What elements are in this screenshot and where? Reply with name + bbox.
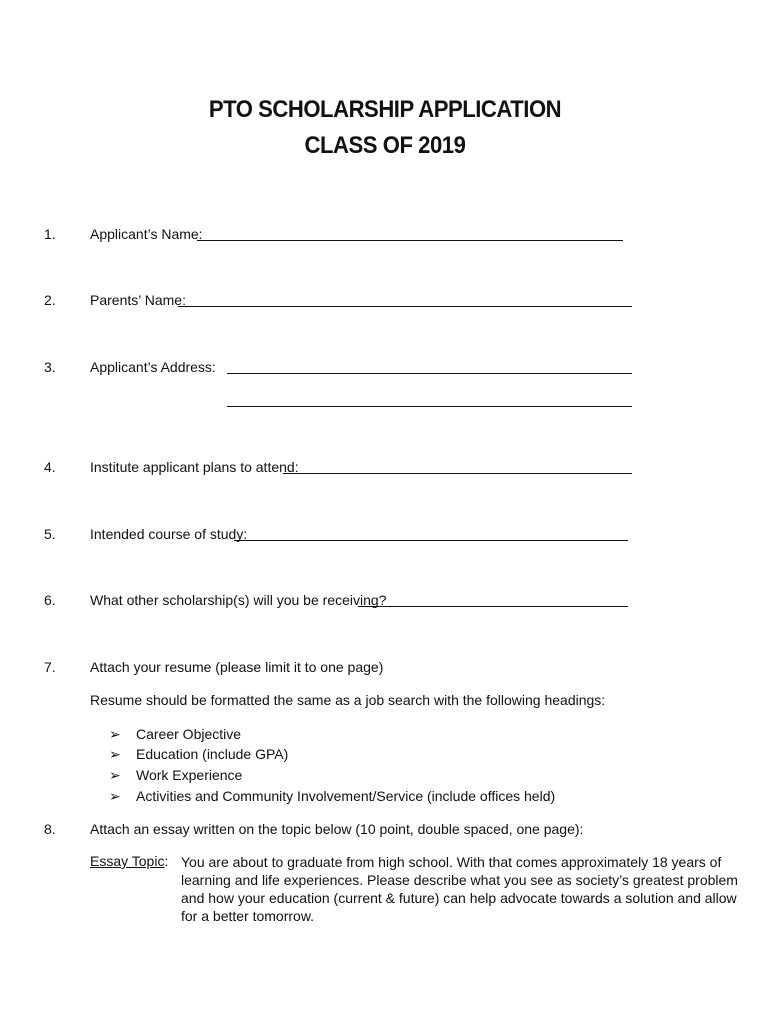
essay-topic-label-text: Essay Topic	[90, 853, 165, 869]
resume-heading-item: Activities and Community Involvement/Service (include offices held)	[136, 788, 556, 804]
form-title-line2: CLASS OF 2019	[304, 132, 466, 159]
item-3-label: Applicant’s Address:	[90, 359, 216, 375]
resume-heading-item: Career Objective	[136, 726, 242, 742]
course-of-study-field[interactable]	[234, 540, 628, 541]
item-5-label: Intended course of study:	[90, 526, 248, 542]
item-6-label: What other scholarship(s) will you be receiving?	[90, 592, 387, 608]
address-line-2-field[interactable]	[227, 406, 632, 407]
form-title-line1: PTO SCHOLARSHIP APPLICATION	[208, 96, 562, 123]
item-2-label: Parents’ Name:	[90, 292, 186, 308]
institute-field[interactable]	[283, 473, 632, 474]
bullet-arrow-icon: ➢	[109, 767, 121, 783]
other-scholarships-field[interactable]	[358, 606, 628, 607]
item-3-number: 3.	[44, 359, 56, 375]
applicant-name-field[interactable]	[197, 240, 623, 241]
bullet-arrow-icon: ➢	[109, 788, 121, 804]
item-8-number: 8.	[44, 821, 56, 837]
address-line-1-field[interactable]	[227, 373, 632, 374]
item-4-number: 4.	[44, 459, 56, 475]
bullet-arrow-icon: ➢	[109, 726, 121, 742]
item-7-number: 7.	[44, 659, 56, 675]
parents-name-field[interactable]	[178, 306, 632, 307]
resume-heading-item: Education (include GPA)	[136, 746, 289, 762]
item-4-label: Institute applicant plans to attend:	[90, 459, 299, 475]
item-7-label: Attach your resume (please limit it to one page)	[90, 659, 384, 675]
essay-topic-label	[90, 853, 168, 869]
item-5-number: 5.	[44, 526, 56, 542]
essay-topic-text: You are about to graduate from high school. With that comes approximately 18 years of learning and life experiences. Please describe what you see as society’s greatest problem and how your education (current & future) can help advocate towards a solution and allow for a better tomorrow.	[181, 854, 738, 924]
item-1-number: 1.	[44, 226, 56, 242]
item-1-label: Applicant’s Name:	[90, 226, 203, 242]
item-8-label: Attach an essay written on the topic below (10 point, double spaced, one page):	[90, 821, 584, 837]
bullet-arrow-icon: ➢	[109, 746, 121, 762]
item-6-number: 6.	[44, 592, 56, 608]
resume-intro: Resume should be formatted the same as a job search with the following headings:	[90, 692, 606, 708]
resume-heading-item: Work Experience	[136, 767, 243, 783]
essay-topic-colon: :	[164, 853, 169, 869]
item-2-number: 2.	[44, 292, 56, 308]
